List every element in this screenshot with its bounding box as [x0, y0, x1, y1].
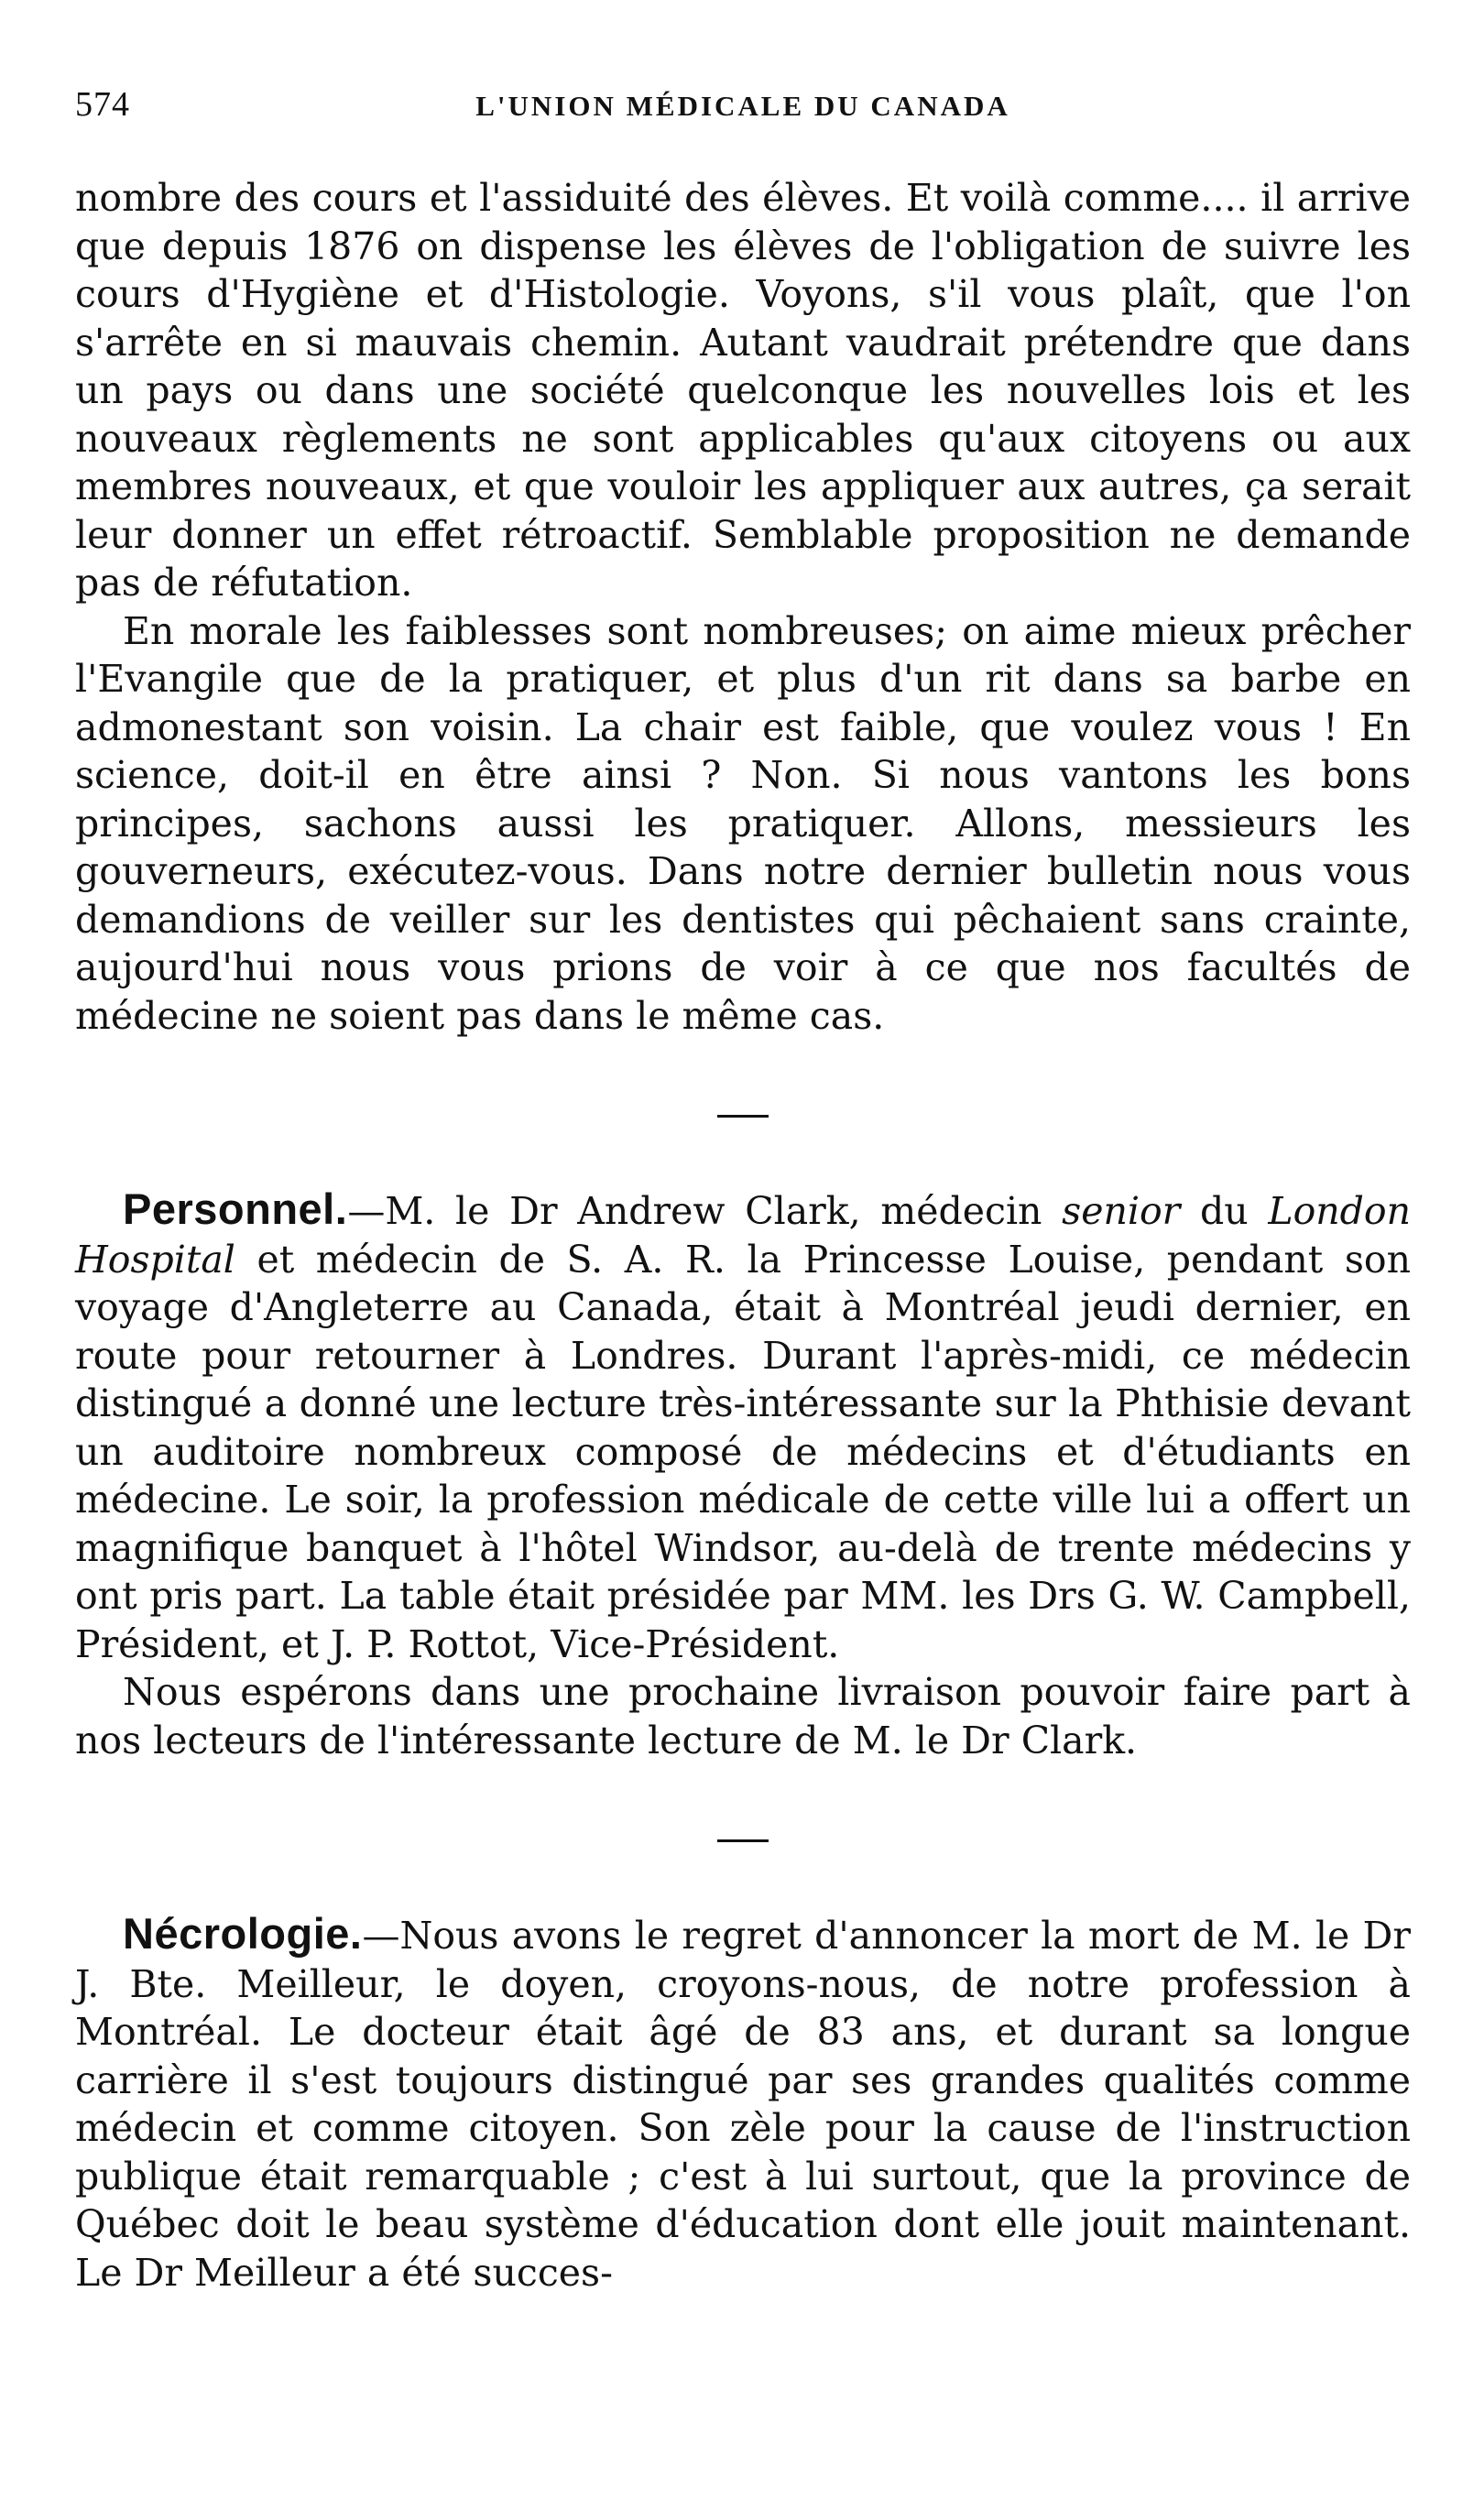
personnel-heading: Personnel.	[123, 1184, 348, 1233]
personnel-paragraph-1	[75, 1185, 1411, 1668]
personnel-paragraph-2: Nous espérons dans une prochaine livraison pouvoir faire part à nos lecteurs de l'intéressante lecture de M. le Dr Clark.	[75, 1670, 1411, 1762]
necrologie-paragraph	[75, 1910, 1411, 2297]
necrologie-text: Nous avons le regret d'annoncer la mort de M. le Dr J. Bte. Meilleur, le doyen, croyons-nous, de notre profession à Montréal. Le docteur était âgé de 83 ans, et durant sa longue carrière il s'est toujours distingué par ses grandes qualités comme médecin et comme citoyen. Son zèle pour la cause de l'instruction publique était remarquable ; c'est à lui surtout, que la province de Québec doit le beau système d'éducation dont elle jouit maintenant. Le Dr Meilleur a été succes-	[75, 1914, 1411, 2295]
section-divider	[717, 1839, 769, 1842]
necrologie-section	[75, 1910, 1411, 2297]
page-header	[75, 84, 1411, 126]
personnel-hospital-name: London Hospital	[75, 1189, 1412, 1282]
intro-paragraph-2: En morale les faiblesses sont nombreuses; on aime mieux prêcher l'Evangile que de la pratiquer, et plus d'un rit dans sa barbe en admonestant son voisin. La chair est faible, que voulez vous ! En science, doit-il en être ainsi ? Non. Si nous vantons les bons principes, sachons aussi les pratiquer. Allons, messieurs les gouverneurs, exécutez-vous. Dans notre dernier bulletin nous vous demandions de veiller sur les dentistes qui pêchaient sans crainte, aujourd'hui nous vous prions de voir à ce que nos facultés de médecine ne soient pas dans le même cas.	[75, 608, 1411, 1038]
necrologie-dash: —	[362, 1914, 400, 1958]
section-divider	[717, 1115, 769, 1118]
personnel-text-2: du	[1180, 1189, 1269, 1233]
personnel-section	[75, 1185, 1411, 1764]
page-number: 574	[75, 85, 130, 124]
personnel-senior: senior	[1062, 1189, 1181, 1233]
personnel-dash: —	[347, 1189, 386, 1233]
intro-paragraph-1: nombre des cours et l'assiduité des élèves. Et voilà comme.... il arrive que depuis 1876 on dispense les élèves de l'obligation de suivre les cours d'Hygiène et d'Histologie. Voyons, s'il vous plaît, que l'on s'arrête en si mauvais chemin. Autant vaudrait prétendre que dans un pays ou dans une société quelconque les nouvelles lois et les nouveaux règlements ne sont applicables qu'aux citoyens ou aux membres nouveaux, et que vouloir les appliquer aux autres, ça serait leur donner un effet rétroactif. Semblable proposition ne demande pas de réfutation.	[75, 176, 1411, 605]
necrologie-heading: Nécrologie.	[123, 1909, 363, 1958]
running-title: L'UNION MÉDICALE DU CANADA	[475, 90, 1010, 122]
personnel-text-3: et médecin de S. A. R. la Princesse Louise, pendant son voyage d'Angleterre au Canada, était à Montréal jeudi dernier, en route pour retourner à Londres. Durant l'après-midi, ce médecin distingué a donné une lecture très-intéressante sur la Phthisie devant un auditoire nombreux composé de médecins et d'étudiants en médecine. Le soir, la profession médicale de cette ville lui a offert un magnifique banquet à l'hôtel Windsor, au-delà de trente médecins y ont pris part. La table était présidée par MM. les Drs G. W. Campbell, Président, et J. P. Rottot, Vice-Président.	[75, 1237, 1411, 1666]
personnel-text-1: M. le Dr Andrew Clark, médecin	[385, 1189, 1063, 1233]
